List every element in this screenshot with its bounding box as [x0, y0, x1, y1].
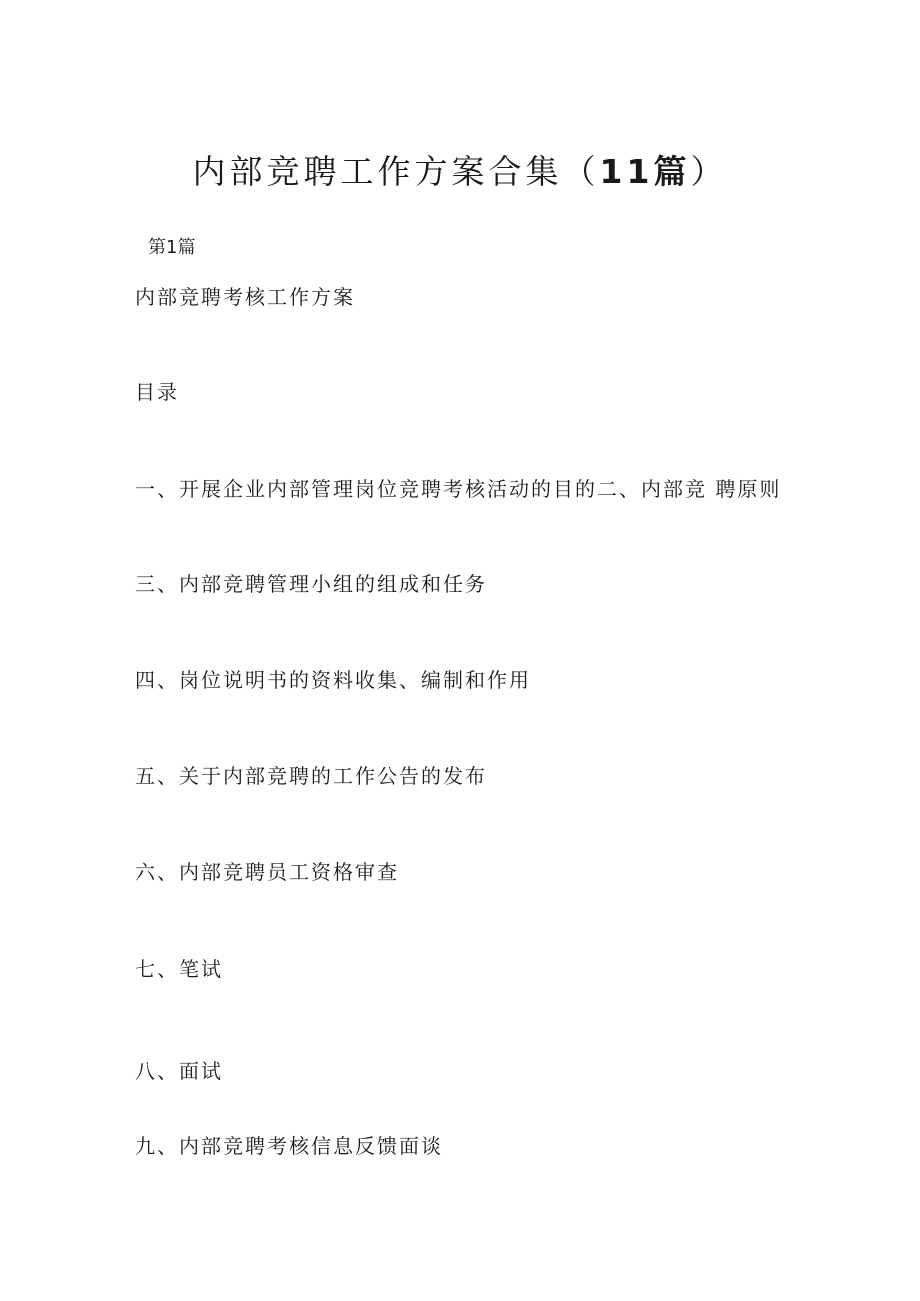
title-paren-close: ） [690, 152, 728, 191]
title-unit: 篇 [653, 152, 691, 191]
section-subtitle: 内部竞聘考核工作方案 [135, 285, 355, 309]
title-paren-open: （ [562, 152, 600, 191]
toc-item: 六、内部竞聘员工资格审查 [135, 860, 399, 884]
title-count: 11 [599, 152, 654, 191]
title-main: 内部竞聘工作方案合集 [192, 152, 563, 191]
toc-item: 九、内部竞聘考核信息反馈面谈 [135, 1134, 443, 1158]
toc-item: 八、面试 [135, 1059, 223, 1083]
toc-item: 四、岗位说明书的资料收集、编制和作用 [135, 668, 531, 692]
document-title [0, 146, 920, 193]
toc-item: 三、内部竞聘管理小组的组成和任务 [135, 572, 487, 596]
toc-item: 五、关于内部竞聘的工作公告的发布 [135, 764, 487, 788]
toc-item: 七、笔试 [135, 957, 223, 981]
chapter-label: 第1篇 [148, 237, 196, 258]
toc-item: 一、开展企业内部管理岗位竞聘考核活动的目的二、内部竞 聘原则 [135, 477, 782, 501]
toc-heading: 目录 [135, 380, 179, 404]
